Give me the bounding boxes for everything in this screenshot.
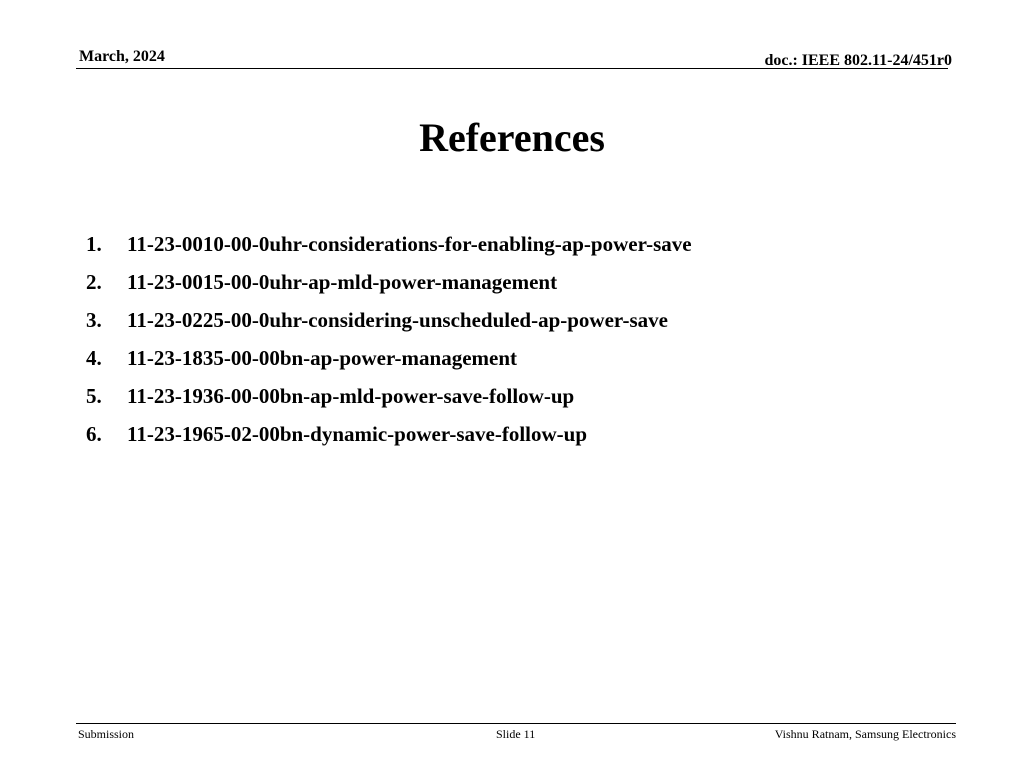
references-list xyxy=(86,228,966,456)
list-item xyxy=(86,418,966,456)
list-item-number: 2. xyxy=(86,270,102,294)
footer-submission-label: Submission xyxy=(78,727,135,741)
list-item-number: 1. xyxy=(86,232,102,256)
header-date: March, 2024 xyxy=(79,48,165,65)
footer-divider xyxy=(76,723,956,724)
list-item xyxy=(86,380,966,418)
list-item-text: 11-23-0015-00-0uhr-ap-mld-power-management xyxy=(127,270,558,294)
header-doc-id: doc.: IEEE 802.11-24/451r0 xyxy=(764,52,952,69)
list-item-number: 5. xyxy=(86,384,102,408)
page-title: References xyxy=(419,115,605,160)
list-item-number: 4. xyxy=(86,346,102,370)
footer-author: Vishnu Ratnam, Samsung Electronics xyxy=(774,727,956,741)
list-item-number: 3. xyxy=(86,308,102,332)
list-item-text: 11-23-0225-00-0uhr-considering-unscheduled-ap-power-save xyxy=(127,308,668,332)
list-item xyxy=(86,342,966,380)
list-item-number: 6. xyxy=(86,422,102,446)
list-item xyxy=(86,228,966,266)
list-item-text: 11-23-1936-00-00bn-ap-mld-power-save-follow-up xyxy=(127,384,575,408)
header-divider xyxy=(76,68,948,69)
list-item-text: 11-23-1965-02-00bn-dynamic-power-save-follow-up xyxy=(127,422,588,446)
list-item xyxy=(86,266,966,304)
list-item xyxy=(86,304,966,342)
list-item-text: 11-23-0010-00-0uhr-considerations-for-enabling-ap-power-save xyxy=(127,232,692,256)
footer-slide-number: Slide 11 xyxy=(496,727,536,741)
list-item-text: 11-23-1835-00-00bn-ap-power-management xyxy=(127,346,518,370)
